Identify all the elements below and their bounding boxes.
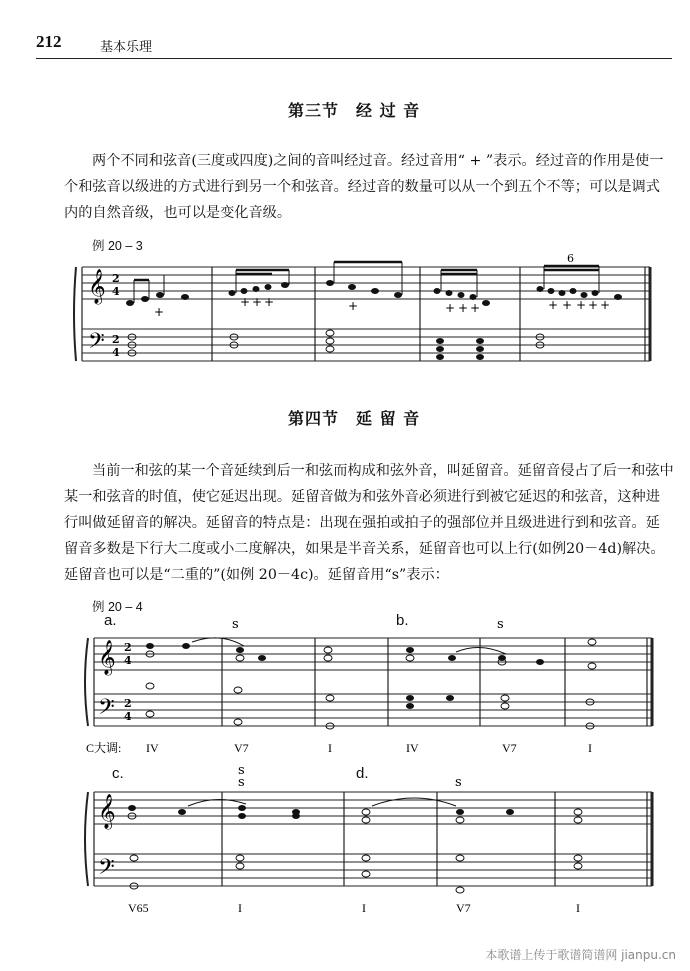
example-20-3-label: 例 20 – 3 xyxy=(92,239,143,253)
example-c-label: c. xyxy=(112,765,124,782)
passing-mark: + xyxy=(264,295,275,309)
section4-heading: 第四节 延 留 音 xyxy=(288,409,421,428)
suspension-mark: s xyxy=(232,617,239,632)
chord-label: V7 xyxy=(234,741,249,755)
section3-heading: 第三节 经 过 音 xyxy=(288,101,421,120)
ex4-row2-notes xyxy=(128,805,582,893)
ex3-time-sig-treble-lower: 4 xyxy=(112,285,120,298)
chord-label: I xyxy=(328,741,332,755)
section4-text: 当前一和弦的某一个音延续到后一和弦而构成和弦外音，叫延留音。延留音侵占了后一和弦中某一和弦音的时值，使它延迟出现。延留音做为和弦外音必须进行到被它延迟的和弦音，这种进行叫做延留音的解决。延留音的特点是：出现在强拍或拍子的强部位并且级进进行到和弦音。延留音多数是下行大二度或小二度解决，如果是半音关系，延留音也可以上行(如例20－4d)解决。延留音也可以是“二重的”(如例 20－4c)。延留音用“s”表示： xyxy=(64,463,674,583)
ex4-row1-barlines xyxy=(94,638,652,726)
passing-mark: + xyxy=(576,298,587,312)
key-label: C大调: xyxy=(86,741,122,755)
watermark: 本歌谱上传于歌谱简谱网 jianpu.cn xyxy=(485,948,676,962)
svg-text:2: 2 xyxy=(124,641,132,654)
passing-mark: + xyxy=(240,295,251,309)
ex4-row2-chord-labels xyxy=(128,901,580,915)
example-a-label: a. xyxy=(104,612,117,629)
chord-label: IV xyxy=(406,741,419,755)
svg-text:4: 4 xyxy=(124,710,132,723)
chord-label: V7 xyxy=(456,901,471,915)
chord-label: IV xyxy=(146,741,159,755)
chord-label: V7 xyxy=(502,741,517,755)
section3-text: 两个不同和弦音(三度或四度)之间的音叫经过音。经过音用“ + ”表示。经过音的作用是使一个和弦音以级进的方式进行到另一个和弦音。经过音的数量可以从一个到五个不等；可以是调式内的自然音级，也可以是变化音级。 xyxy=(64,153,664,221)
passing-mark: + xyxy=(600,298,611,312)
ex3-tuplet-label: 6 xyxy=(567,252,574,265)
chord-label: I xyxy=(588,741,592,755)
chord-label: I xyxy=(362,901,366,915)
page-number: 212 xyxy=(36,32,62,51)
ex4-row2-suspension-marks xyxy=(238,763,462,790)
ex4-row2-bass-staff xyxy=(94,854,652,886)
passing-mark: + xyxy=(548,298,559,312)
passing-mark: + xyxy=(252,295,263,309)
example-20-4-label: 例 20 – 4 xyxy=(92,600,143,614)
treble-clef-icon: 𝄞 xyxy=(88,269,106,304)
ex4-row2-treble-staff xyxy=(94,792,652,824)
example-b-label: b. xyxy=(396,612,409,629)
ex4-row1-chord-labels xyxy=(86,740,592,755)
passing-mark: + xyxy=(458,301,469,315)
running-header-title: 基本乐理 xyxy=(100,40,153,55)
suspension-mark: s xyxy=(497,617,504,632)
passing-mark: + xyxy=(588,298,599,312)
ex4-row2-ties xyxy=(188,798,456,806)
svg-text:4: 4 xyxy=(124,654,132,667)
chord-label: I xyxy=(576,901,580,915)
passing-mark: + xyxy=(348,299,359,313)
passing-mark: + xyxy=(562,298,573,312)
suspension-mark: s xyxy=(238,775,245,790)
suspension-mark: s xyxy=(238,763,245,778)
bass-clef-icon: 𝄢 xyxy=(98,695,115,725)
ex4-row1-brace xyxy=(85,638,88,726)
ex4-row2-brace xyxy=(85,792,88,886)
ex4-row1-treble-staff xyxy=(94,638,652,670)
bass-clef-icon: 𝄢 xyxy=(98,855,115,885)
ex4-row1-notes xyxy=(146,639,596,729)
ex3-time-sig-treble: 2 xyxy=(112,272,120,285)
bass-clef-icon: 𝄢 xyxy=(88,329,105,359)
treble-clef-icon: 𝄞 xyxy=(98,794,116,829)
chord-label: V65 xyxy=(128,901,149,915)
ex4-row1-suspension-marks xyxy=(232,617,504,632)
ex4-row1-bass-staff xyxy=(94,694,652,726)
passing-mark: + xyxy=(154,305,165,319)
ex3-time-sig-bass: 2 xyxy=(112,333,120,346)
chord-label: I xyxy=(238,901,242,915)
ex3-time-sig-bass-lower: 4 xyxy=(112,346,120,359)
suspension-mark: s xyxy=(455,775,462,790)
svg-text:2: 2 xyxy=(124,697,132,710)
example-d-label: d. xyxy=(356,765,369,782)
passing-mark: + xyxy=(445,301,456,315)
treble-clef-icon: 𝄞 xyxy=(98,640,116,675)
passing-mark: + xyxy=(470,301,481,315)
